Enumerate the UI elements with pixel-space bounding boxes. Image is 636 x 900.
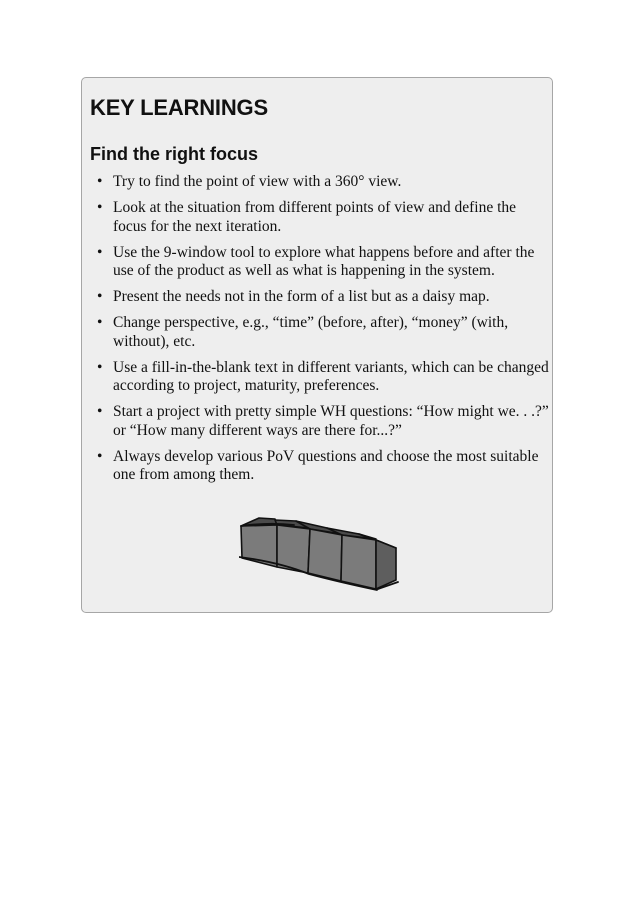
list-item — [97, 358, 549, 396]
cube-front — [341, 535, 376, 589]
bullet: • — [97, 288, 103, 305]
list-item-text: Use the 9-window tool to explore what happens before and after the use of the product as well as what is happening in the system. — [113, 243, 535, 279]
list-item-text: Change perspective, e.g., “time” (before, after), “money” (with, without), etc. — [113, 314, 509, 350]
row-of-four-cubes-icon — [239, 516, 401, 598]
list-item — [97, 314, 549, 351]
bullet: • — [97, 447, 103, 465]
bullet: • — [97, 243, 103, 261]
list-item — [97, 447, 549, 485]
bullet: • — [97, 358, 103, 376]
cube-side — [376, 540, 396, 589]
key-learnings-box — [81, 77, 553, 613]
list-item — [97, 173, 549, 192]
bullet: • — [97, 199, 103, 216]
list-item-text: Use a fill-in-the-blank text in different variants, which can be changed according to project, maturity, preferences. — [113, 358, 549, 394]
bullet: • — [97, 314, 103, 331]
bullet: • — [97, 173, 103, 190]
list-item-text: Always develop various PoV questions and choose the most suitable one from among them. — [113, 447, 539, 483]
section-title: Find the right focus — [90, 144, 258, 164]
list-item — [97, 243, 549, 281]
list-item-text: Look at the situation from different points of view and define the focus for the next iteration. — [113, 199, 517, 235]
cube-fronts — [241, 525, 396, 589]
list-item — [97, 403, 549, 440]
key-learnings-list — [97, 173, 549, 492]
list-item-text: Start a project with pretty simple WH questions: “How might we. . .?” or “How many different ways are there for...?” — [113, 403, 549, 439]
box-title: KEY LEARNINGS — [90, 95, 268, 120]
list-item — [97, 288, 549, 307]
list-item-text: Try to find the point of view with a 360° view. — [113, 173, 402, 190]
cube-front — [308, 529, 342, 581]
list-item-text: Present the needs not in the form of a list but as a daisy map. — [113, 288, 490, 305]
list-item — [97, 199, 549, 236]
bullet: • — [97, 403, 103, 420]
